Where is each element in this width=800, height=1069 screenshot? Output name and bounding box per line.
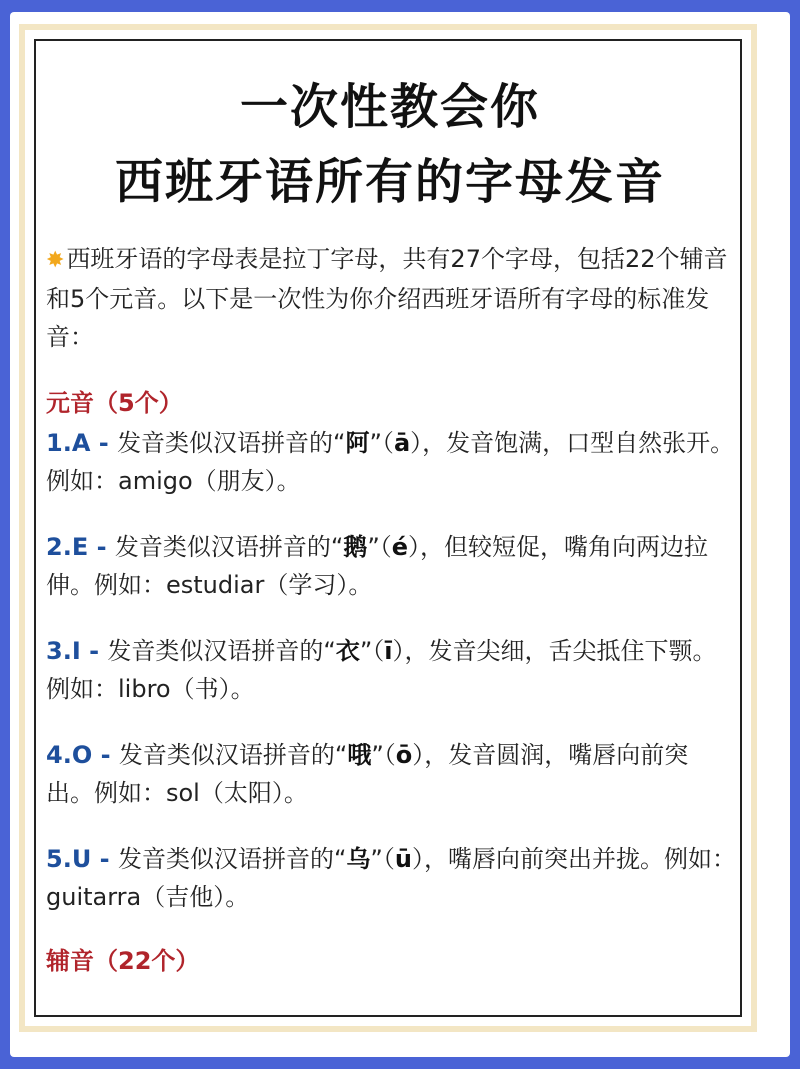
vowel-pre-text: 发音类似汉语拼音的“	[118, 741, 348, 769]
vowel-label: 4.O	[46, 741, 93, 769]
vowel-label: 2.E	[46, 533, 89, 561]
vowel-pinyin: é	[391, 533, 409, 561]
vowel-hanzi: 鹅	[343, 533, 368, 561]
vowel-post-text: ），嘴唇向前突出并拢。例如：guitarra（吉他）。	[46, 845, 736, 911]
vowel-mid-text: ”（	[371, 741, 396, 769]
vowel-pre-text: 发音类似汉语拼音的“	[114, 533, 344, 561]
vowel-separator: -	[88, 533, 115, 561]
vowel-item-a	[46, 424, 736, 500]
vowel-hanzi: 阿	[345, 429, 370, 457]
vowel-mid-text: ”（	[370, 845, 395, 873]
vowel-label: 3.I	[46, 637, 81, 665]
vowel-hanzi: 哦	[347, 741, 372, 769]
vowel-separator: -	[91, 845, 118, 873]
vowel-item-e	[46, 528, 736, 604]
title-line-2: 西班牙语所有的字母发音	[114, 154, 665, 210]
vowel-pre-text: 发音类似汉语拼音的“	[117, 845, 347, 873]
sparkle-star-icon: ✸	[46, 248, 65, 273]
vowel-mid-text: ”（	[359, 637, 385, 665]
vowel-item-i	[46, 632, 736, 708]
vowel-post-text: ），发音尖细，舌尖抵住下颚。例如：libro（书）。	[46, 637, 717, 703]
vowels-heading: 元音（5个）	[46, 389, 183, 417]
intro-paragraph	[46, 240, 736, 356]
consonants-heading: 辅音（22个）	[46, 947, 200, 975]
vowel-separator: -	[80, 637, 108, 665]
vowel-mid-text: ”（	[367, 533, 392, 561]
vowel-pinyin: ī	[384, 637, 393, 665]
vowel-item-u	[46, 840, 736, 916]
vowel-separator: -	[90, 429, 118, 457]
vowel-post-text: ），发音饱满，口型自然张开。例如：amigo（朋友）。	[46, 429, 735, 495]
vowel-hanzi: 乌	[346, 845, 371, 873]
vowel-mid-text: ”（	[369, 429, 394, 457]
vowel-hanzi: 衣	[335, 637, 360, 665]
vowel-pinyin: ā	[393, 429, 411, 457]
vowel-post-text: ），发音圆润，嘴唇向前突出。例如：sol（太阳）。	[46, 741, 689, 807]
vowel-separator: -	[92, 741, 119, 769]
vowel-pre-text: 发音类似汉语拼音的“	[117, 429, 346, 457]
vowel-label: 1.A	[46, 429, 91, 457]
title-line-1: 一次性教会你	[239, 79, 540, 135]
vowel-label: 5.U	[46, 845, 92, 873]
vowel-pre-text: 发音类似汉语拼音的“	[107, 637, 336, 665]
vowel-pinyin: ō	[395, 741, 413, 769]
vowel-item-o	[46, 736, 736, 812]
vowel-pinyin: ū	[394, 845, 412, 873]
vowel-post-text: ），但较短促，嘴角向两边拉伸。例如：estudiar（学习）。	[46, 533, 709, 599]
intro-text: 西班牙语的字母表是拉丁字母，共有27个字母，包括22个辅音和5个元音。以下是一次性为你介绍西班牙语所有字母的标准发音：	[46, 245, 728, 351]
